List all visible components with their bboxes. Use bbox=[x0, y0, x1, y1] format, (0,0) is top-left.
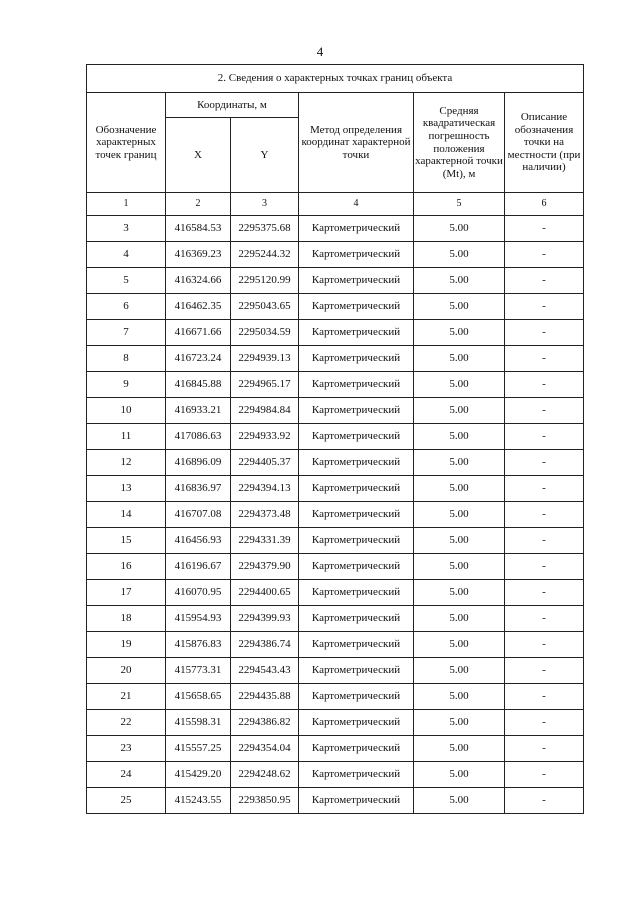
header-description: Описание обозначения точки на местности (при наличии) bbox=[505, 93, 584, 193]
cell-error: 5.00 bbox=[414, 632, 505, 658]
cell-error: 5.00 bbox=[414, 580, 505, 606]
cell-error: 5.00 bbox=[414, 502, 505, 528]
cell-x: 416896.09 bbox=[166, 450, 231, 476]
page-number: 4 bbox=[316, 44, 324, 59]
header-y: Y bbox=[231, 118, 299, 193]
cell-y: 2295120.99 bbox=[231, 268, 299, 294]
cell-method: Картометрический bbox=[299, 736, 414, 762]
table-row bbox=[87, 736, 584, 762]
cell-point: 18 bbox=[87, 606, 166, 632]
table-row bbox=[87, 632, 584, 658]
cell-description: - bbox=[505, 502, 584, 528]
cell-y: 2294386.74 bbox=[231, 632, 299, 658]
cell-error: 5.00 bbox=[414, 398, 505, 424]
cell-y: 2295043.65 bbox=[231, 294, 299, 320]
column-number: 3 bbox=[231, 193, 299, 216]
section-title: 2. Сведения о характерных точках границ объекта bbox=[87, 65, 584, 93]
cell-method: Картометрический bbox=[299, 320, 414, 346]
table-row bbox=[87, 502, 584, 528]
cell-x: 417086.63 bbox=[166, 424, 231, 450]
cell-error: 5.00 bbox=[414, 320, 505, 346]
cell-error: 5.00 bbox=[414, 216, 505, 242]
cell-x: 415429.20 bbox=[166, 762, 231, 788]
cell-x: 416707.08 bbox=[166, 502, 231, 528]
cell-y: 2294933.92 bbox=[231, 424, 299, 450]
cell-method: Картометрический bbox=[299, 580, 414, 606]
table-row bbox=[87, 528, 584, 554]
cell-y: 2294379.90 bbox=[231, 554, 299, 580]
cell-x: 415954.93 bbox=[166, 606, 231, 632]
cell-point: 7 bbox=[87, 320, 166, 346]
cell-x: 416070.95 bbox=[166, 580, 231, 606]
cell-point: 24 bbox=[87, 762, 166, 788]
cell-y: 2294965.17 bbox=[231, 372, 299, 398]
cell-method: Картометрический bbox=[299, 450, 414, 476]
cell-description: - bbox=[505, 554, 584, 580]
cell-x: 416845.88 bbox=[166, 372, 231, 398]
cell-method: Картометрический bbox=[299, 242, 414, 268]
cell-x: 416456.93 bbox=[166, 528, 231, 554]
cell-description: - bbox=[505, 658, 584, 684]
cell-description: - bbox=[505, 242, 584, 268]
cell-y: 2294248.62 bbox=[231, 762, 299, 788]
cell-error: 5.00 bbox=[414, 424, 505, 450]
cell-method: Картометрический bbox=[299, 632, 414, 658]
cell-method: Картометрический bbox=[299, 476, 414, 502]
cell-point: 13 bbox=[87, 476, 166, 502]
cell-method: Картометрический bbox=[299, 606, 414, 632]
cell-x: 415658.65 bbox=[166, 684, 231, 710]
column-number: 6 bbox=[505, 193, 584, 216]
table-row bbox=[87, 294, 584, 320]
table-row bbox=[87, 606, 584, 632]
table-row bbox=[87, 580, 584, 606]
cell-description: - bbox=[505, 398, 584, 424]
header-point: Обозначение характерных точек границ bbox=[87, 93, 166, 193]
cell-point: 12 bbox=[87, 450, 166, 476]
cell-error: 5.00 bbox=[414, 372, 505, 398]
cell-method: Картометрический bbox=[299, 710, 414, 736]
cell-x: 415773.31 bbox=[166, 658, 231, 684]
cell-y: 2295034.59 bbox=[231, 320, 299, 346]
cell-y: 2295375.68 bbox=[231, 216, 299, 242]
cell-x: 416933.21 bbox=[166, 398, 231, 424]
cell-method: Картометрический bbox=[299, 346, 414, 372]
cell-point: 5 bbox=[87, 268, 166, 294]
cell-point: 15 bbox=[87, 528, 166, 554]
cell-error: 5.00 bbox=[414, 450, 505, 476]
cell-y: 2293850.95 bbox=[231, 788, 299, 814]
cell-y: 2294354.04 bbox=[231, 736, 299, 762]
cell-description: - bbox=[505, 736, 584, 762]
cell-point: 16 bbox=[87, 554, 166, 580]
cell-point: 21 bbox=[87, 684, 166, 710]
cell-error: 5.00 bbox=[414, 528, 505, 554]
cell-method: Картометрический bbox=[299, 788, 414, 814]
cell-x: 416584.53 bbox=[166, 216, 231, 242]
cell-description: - bbox=[505, 684, 584, 710]
cell-point: 6 bbox=[87, 294, 166, 320]
cell-description: - bbox=[505, 372, 584, 398]
cell-error: 5.00 bbox=[414, 606, 505, 632]
cell-point: 22 bbox=[87, 710, 166, 736]
cell-point: 3 bbox=[87, 216, 166, 242]
table-row bbox=[87, 788, 584, 814]
header-x: X bbox=[166, 118, 231, 193]
cell-y: 2294331.39 bbox=[231, 528, 299, 554]
cell-error: 5.00 bbox=[414, 268, 505, 294]
cell-y: 2294394.13 bbox=[231, 476, 299, 502]
cell-x: 416462.35 bbox=[166, 294, 231, 320]
column-number: 4 bbox=[299, 193, 414, 216]
cell-method: Картометрический bbox=[299, 216, 414, 242]
cell-method: Картометрический bbox=[299, 684, 414, 710]
cell-x: 415598.31 bbox=[166, 710, 231, 736]
header-method: Метод определения координат характерной точки bbox=[299, 93, 414, 193]
column-number: 5 bbox=[414, 193, 505, 216]
cell-x: 416369.23 bbox=[166, 242, 231, 268]
cell-method: Картометрический bbox=[299, 528, 414, 554]
cell-y: 2294400.65 bbox=[231, 580, 299, 606]
cell-x: 415876.83 bbox=[166, 632, 231, 658]
table-row bbox=[87, 372, 584, 398]
cell-x: 416671.66 bbox=[166, 320, 231, 346]
cell-x: 416196.67 bbox=[166, 554, 231, 580]
cell-description: - bbox=[505, 788, 584, 814]
cell-point: 4 bbox=[87, 242, 166, 268]
column-number-row bbox=[87, 193, 584, 216]
table-row bbox=[87, 424, 584, 450]
table-row bbox=[87, 684, 584, 710]
cell-description: - bbox=[505, 450, 584, 476]
cell-y: 2294543.43 bbox=[231, 658, 299, 684]
cell-error: 5.00 bbox=[414, 476, 505, 502]
table-row bbox=[87, 450, 584, 476]
cell-point: 23 bbox=[87, 736, 166, 762]
cell-description: - bbox=[505, 424, 584, 450]
cell-error: 5.00 bbox=[414, 294, 505, 320]
cell-method: Картометрический bbox=[299, 398, 414, 424]
cell-description: - bbox=[505, 762, 584, 788]
table-row bbox=[87, 320, 584, 346]
table-row bbox=[87, 762, 584, 788]
cell-method: Картометрический bbox=[299, 294, 414, 320]
cell-point: 17 bbox=[87, 580, 166, 606]
cell-method: Картометрический bbox=[299, 502, 414, 528]
cell-description: - bbox=[505, 216, 584, 242]
cell-method: Картометрический bbox=[299, 372, 414, 398]
cell-point: 11 bbox=[87, 424, 166, 450]
cell-error: 5.00 bbox=[414, 658, 505, 684]
cell-description: - bbox=[505, 528, 584, 554]
cell-description: - bbox=[505, 294, 584, 320]
cell-y: 2294984.84 bbox=[231, 398, 299, 424]
cell-method: Картометрический bbox=[299, 658, 414, 684]
cell-point: 9 bbox=[87, 372, 166, 398]
table-row bbox=[87, 658, 584, 684]
cell-method: Картометрический bbox=[299, 424, 414, 450]
cell-x: 416723.24 bbox=[166, 346, 231, 372]
cell-x: 416324.66 bbox=[166, 268, 231, 294]
header-coordinates: Координаты, м bbox=[166, 93, 299, 118]
boundary-points-table bbox=[86, 64, 584, 814]
cell-description: - bbox=[505, 710, 584, 736]
table-row bbox=[87, 554, 584, 580]
table-row bbox=[87, 216, 584, 242]
column-number: 1 bbox=[87, 193, 166, 216]
table-row bbox=[87, 710, 584, 736]
cell-point: 20 bbox=[87, 658, 166, 684]
cell-description: - bbox=[505, 476, 584, 502]
cell-x: 415557.25 bbox=[166, 736, 231, 762]
cell-error: 5.00 bbox=[414, 684, 505, 710]
cell-error: 5.00 bbox=[414, 554, 505, 580]
cell-error: 5.00 bbox=[414, 346, 505, 372]
cell-point: 8 bbox=[87, 346, 166, 372]
cell-error: 5.00 bbox=[414, 762, 505, 788]
header-error: Средняя квадратическая погрешность положения характерной точки (Mt), м bbox=[414, 93, 505, 193]
cell-y: 2294399.93 bbox=[231, 606, 299, 632]
table-row bbox=[87, 346, 584, 372]
cell-point: 14 bbox=[87, 502, 166, 528]
cell-y: 2294373.48 bbox=[231, 502, 299, 528]
cell-error: 5.00 bbox=[414, 736, 505, 762]
cell-method: Картометрический bbox=[299, 554, 414, 580]
cell-y: 2294435.88 bbox=[231, 684, 299, 710]
cell-y: 2295244.32 bbox=[231, 242, 299, 268]
cell-point: 19 bbox=[87, 632, 166, 658]
cell-x: 416836.97 bbox=[166, 476, 231, 502]
cell-description: - bbox=[505, 606, 584, 632]
table-row bbox=[87, 398, 584, 424]
cell-description: - bbox=[505, 580, 584, 606]
cell-description: - bbox=[505, 268, 584, 294]
cell-point: 25 bbox=[87, 788, 166, 814]
table-row bbox=[87, 476, 584, 502]
cell-method: Картометрический bbox=[299, 268, 414, 294]
cell-error: 5.00 bbox=[414, 788, 505, 814]
cell-description: - bbox=[505, 632, 584, 658]
cell-description: - bbox=[505, 320, 584, 346]
cell-error: 5.00 bbox=[414, 710, 505, 736]
cell-y: 2294405.37 bbox=[231, 450, 299, 476]
column-number: 2 bbox=[166, 193, 231, 216]
cell-point: 10 bbox=[87, 398, 166, 424]
table-row bbox=[87, 268, 584, 294]
cell-method: Картометрический bbox=[299, 762, 414, 788]
cell-error: 5.00 bbox=[414, 242, 505, 268]
cell-description: - bbox=[505, 346, 584, 372]
cell-x: 415243.55 bbox=[166, 788, 231, 814]
cell-y: 2294939.13 bbox=[231, 346, 299, 372]
table-row bbox=[87, 242, 584, 268]
cell-y: 2294386.82 bbox=[231, 710, 299, 736]
